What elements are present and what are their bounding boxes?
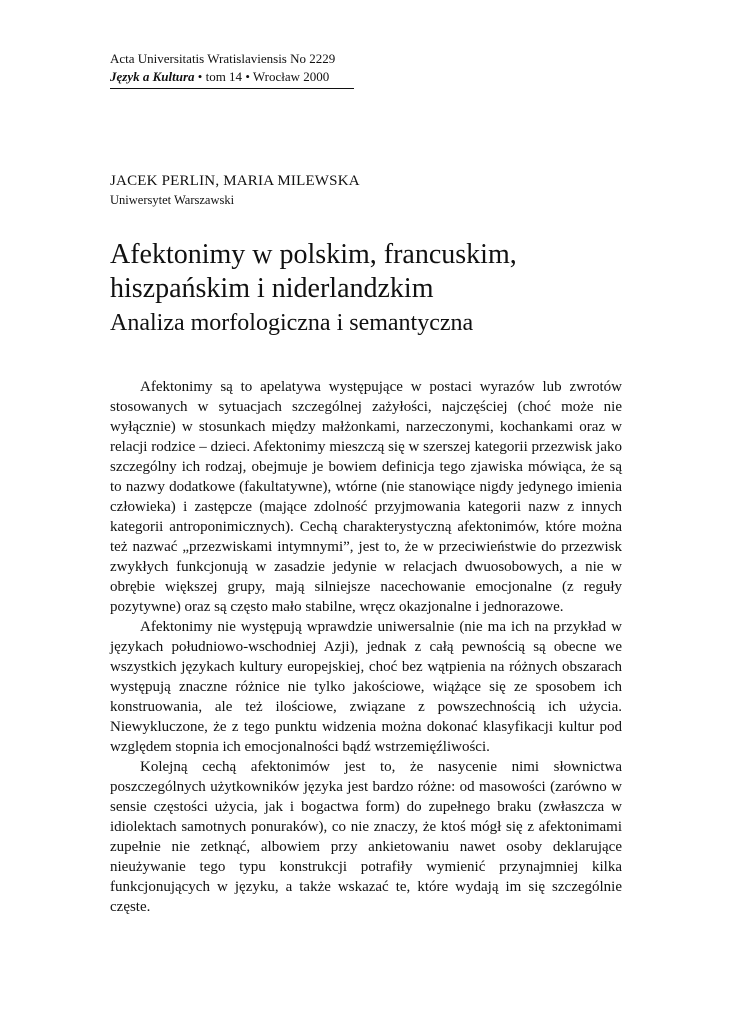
volume: tom 14 (205, 69, 243, 84)
journal-line (110, 68, 354, 86)
body-text (110, 377, 622, 917)
title-line: Afektonimy w polskim, francuskim, (110, 239, 517, 270)
article-subtitle: Analiza morfologiczna i semantyczna (110, 310, 474, 336)
bullet-separator: • (245, 69, 250, 84)
authors: JACEK PERLIN, MARIA MILEWSKA (110, 173, 360, 189)
article-title (110, 238, 670, 306)
running-header (110, 50, 354, 89)
bullet-separator: • (197, 69, 203, 84)
header-rule (110, 88, 354, 89)
affiliation: Uniwersytet Warszawski (110, 193, 235, 207)
paragraph: Afektonimy nie występują wprawdzie uniwersalnie (nie ma ich na przykład w językach południowo-wschodniej Azji), jednak z całą pewnością są obecne we wszystkich językach kultury europejskiej, choć bez wątpienia na różnych obszarach występują znaczne różnice nie tylko jakościowe, wiążące się ze sposobem ich konstruowania, ale też ilościowe, związane z powszechnością ich użycia. Niewykluczone, że z tego punktu widzenia można dokonać klasyfikacji kultur pod względem stopnia ich emocjonalności bądź wstrzemięźliwości. (110, 619, 622, 755)
paragraph: Afektonimy są to apelatywa występujące w postaci wyrazów lub zwrotów stosowanych w sytuacjach szczególnej zażyłości, najczęściej (choć może nie wyłącznie) w stosunkach między małżonkami, narzeczonymi, kochankami oraz w relacji rodzice – dzieci. Afektonimy mieszczą się w szerszej kategorii przezwisk jako szczególny ich rodzaj, obejmuje je bowiem definicja tego zjawiska mówiąca, że są to nazwy dodatkowe (fakultatywne), wtórne (nie stanowiące nigdy jedynego imienia człowieka) i zastępcze (mające zdolność przyjmowania kategorii nazw z innych kategorii antroponimicznych). Cechą charakterystyczną afektonimów, które można też nazwać „przezwiskami intymnymi”, jest to, że w przeciwieństwie do przezwisk zwykłych funkcjonują w zasadzie jedynie w relacjach dwuosobowych, a nie w obrębie większej grupy, mają silniejsze nacechowanie emocjonalne (z reguły pozytywne) oraz są często mało stabilne, wręcz okazjonalne i jednorazowe. (110, 379, 622, 615)
title-line: hiszpańskim i niderlandzkim (110, 273, 434, 304)
series-line: Acta Universitatis Wratislaviensis No 2229 (110, 51, 336, 66)
journal-name: Język a Kultura (110, 69, 195, 84)
place-year: Wrocław 2000 (252, 69, 330, 84)
paragraph: Kolejną cechą afektonimów jest to, że nasycenie nimi słownictwa poszczególnych użytkowników języka jest bardzo różne: od masowości (zarówno w sensie częstości użycia, jak i bogactwa form) do zupełnego braku (zwłaszcza w idiolektach samotnych ponuraków), co nie znaczy, że ktoś mógł się z afektonimami zupełnie nie zetknąć, albowiem przy ankietowaniu nawet osoby deklarujące nieużywanie tego typu konstrukcji potrafiły wymienić przynajmniej kilka funkcjonujących w języku, a także wskazać te, które wydają im się szczególnie częste. (110, 759, 622, 915)
